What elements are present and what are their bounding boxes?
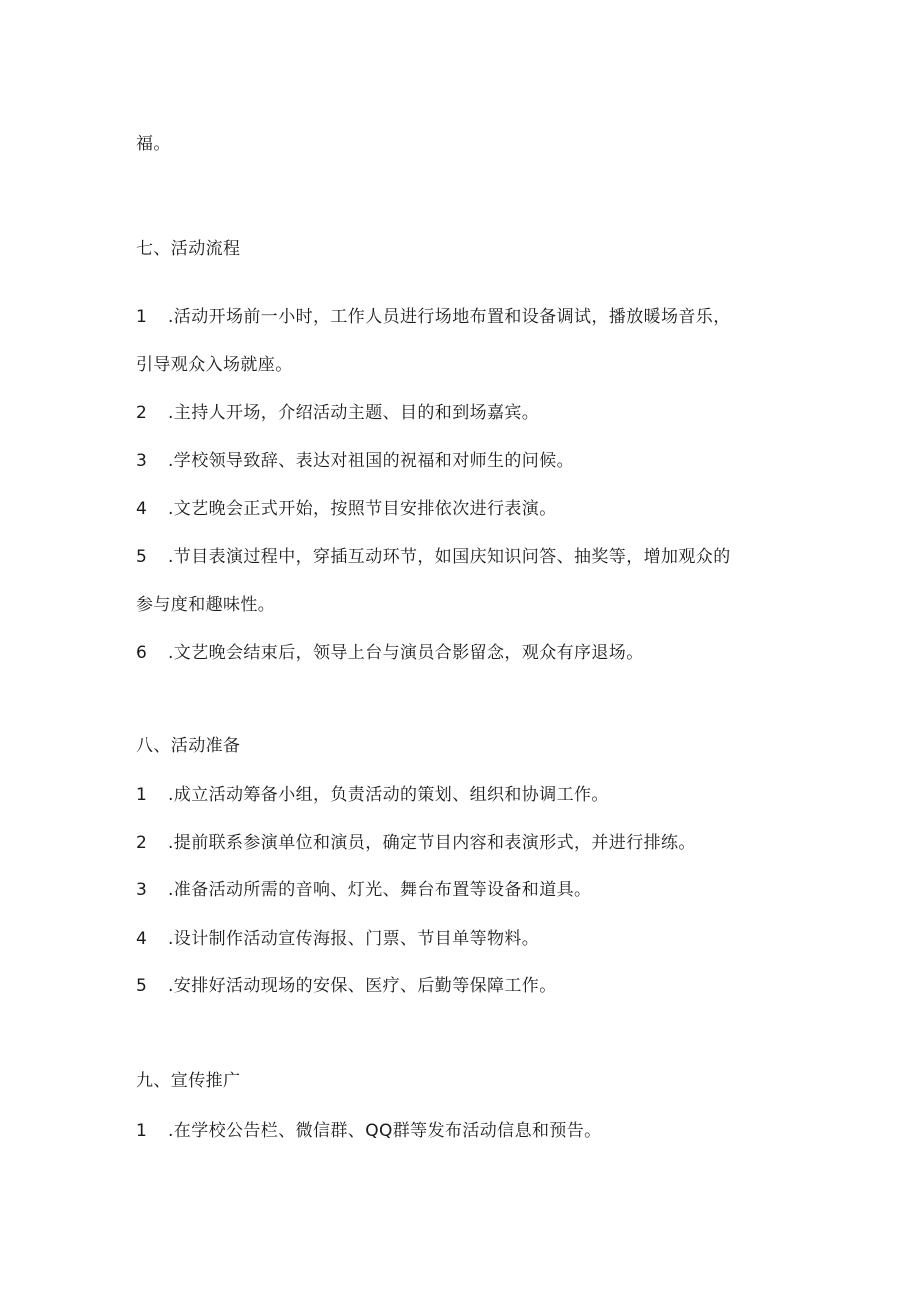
item-text: .设计制作活动宣传海报、门票、节目单等物料。 xyxy=(168,929,540,949)
item-text: .提前联系参演单位和演员，确定节目内容和表演形式，并进行排练。 xyxy=(168,833,696,853)
item-number: 1 xyxy=(136,1121,148,1141)
list-item xyxy=(136,831,696,855)
list-item xyxy=(136,783,609,807)
item-number: 4 xyxy=(136,929,148,949)
list-item xyxy=(136,305,731,329)
item-number: 2 xyxy=(136,833,148,853)
item-number: 5 xyxy=(136,976,148,996)
item-number: 1 xyxy=(136,307,148,327)
item-text: .安排好活动现场的安保、医疗、后勤等保障工作。 xyxy=(168,976,557,996)
list-item-continuation: 引导观众入场就座。 xyxy=(136,355,293,375)
item-number: 6 xyxy=(136,643,148,663)
list-item-continuation: 参与度和趣味性。 xyxy=(136,595,276,615)
item-number: 3 xyxy=(136,451,148,471)
list-item xyxy=(136,878,591,902)
section-heading-9: 九、宣传推广 xyxy=(136,1071,241,1091)
list-item xyxy=(136,641,644,665)
list-item xyxy=(136,1119,602,1143)
section-heading-7: 七、活动流程 xyxy=(136,239,241,259)
item-text: .文艺晚会正式开始，按照节目安排依次进行表演。 xyxy=(168,499,557,519)
list-item xyxy=(136,449,574,473)
list-item xyxy=(136,497,557,521)
list-item xyxy=(136,401,539,425)
item-text: .节目表演过程中，穿插互动环节，如国庆知识问答、抽奖等，增加观众的 xyxy=(168,547,731,567)
item-text: .文艺晚会结束后，领导上台与演员合影留念，观众有序退场。 xyxy=(168,643,644,663)
item-number: 5 xyxy=(136,547,148,567)
item-text: .成立活动筹备小组，负责活动的策划、组织和协调工作。 xyxy=(168,785,609,805)
item-number: 2 xyxy=(136,403,148,423)
item-text: .学校领导致辞、表达对祖国的祝福和对师生的问候。 xyxy=(168,451,575,471)
section-heading-8: 八、活动准备 xyxy=(136,736,241,756)
list-item xyxy=(136,927,539,951)
item-text: .主持人开场，介绍活动主题、目的和到场嘉宾。 xyxy=(168,403,540,423)
item-number: 4 xyxy=(136,499,148,519)
list-item xyxy=(136,974,557,998)
item-number: 3 xyxy=(136,880,148,900)
paragraph-tail: 福。 xyxy=(136,134,171,154)
item-number: 1 xyxy=(136,785,148,805)
item-text: .准备活动所需的音响、灯光、舞台布置等设备和道具。 xyxy=(168,880,592,900)
item-text: .在学校公告栏、微信群、QQ群等发布活动信息和预告。 xyxy=(168,1121,602,1141)
list-item xyxy=(136,545,731,569)
item-text: .活动开场前一小时，工作人员进行场地布置和设备调试，播放暖场音乐， xyxy=(168,307,731,327)
